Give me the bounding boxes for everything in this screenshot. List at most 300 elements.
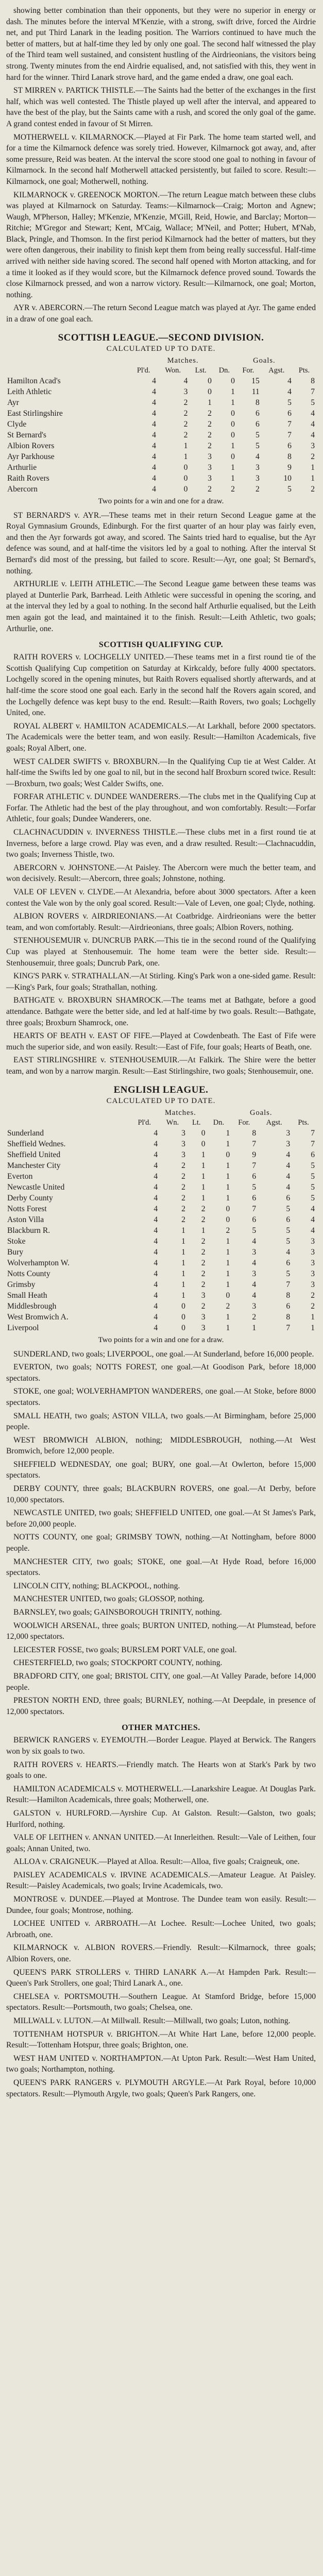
stat-cell: 1 xyxy=(252,1324,257,1333)
stat-cell: 1 xyxy=(226,1161,230,1171)
stat-cell: 4 xyxy=(311,420,315,429)
report-paragraph: NOTTS COUNTY, one goal; GRIMSBY TOWN, nothing.—At Nottingham, before 8000 people. xyxy=(6,1533,316,1553)
stat-cell: 3 xyxy=(208,452,212,462)
table-row xyxy=(6,1236,316,1247)
stat-cell: 0 xyxy=(226,1215,230,1225)
stat-cell: 4 xyxy=(252,1280,257,1290)
stat-cell: 5 xyxy=(252,1183,257,1192)
stat-cell: 8 xyxy=(311,377,315,386)
column-header: Wn. xyxy=(166,1118,179,1127)
table-row xyxy=(6,484,316,495)
stat-cell: 9 xyxy=(252,1150,257,1160)
qualifying-cup-reports xyxy=(6,652,316,1077)
stat-cell: 0 xyxy=(183,474,188,483)
stat-cell: 6 xyxy=(252,1194,257,1203)
stat-cell: 4 xyxy=(154,1215,158,1225)
table-row xyxy=(6,376,316,387)
english-league-heading: ENGLISH LEAGUE. xyxy=(113,1084,209,1095)
stat-cell: 7 xyxy=(287,431,292,440)
stat-cell: 2 xyxy=(181,1183,185,1192)
stat-cell: 0 xyxy=(181,1302,185,1311)
table-row xyxy=(6,463,316,473)
team-name-cell: Albion Rovers xyxy=(7,442,55,451)
second-division-reports xyxy=(6,510,316,635)
report-paragraph: BARNSLEY, two goals; GAINSBOROUGH TRINITY, nothing. xyxy=(13,1608,222,1617)
stat-cell: 4 xyxy=(311,1215,315,1225)
stat-cell: 6 xyxy=(311,1150,315,1160)
stat-cell: 1 xyxy=(201,1226,206,1235)
stat-cell: 1 xyxy=(181,1237,185,1246)
stat-cell: 2 xyxy=(255,485,260,494)
report-paragraph: MILLWALL v. LUTON.—At Millwall. Result:—Millwall, two goals; Luton, nothing. xyxy=(13,2016,291,2025)
column-header xyxy=(6,366,130,376)
second-division-table xyxy=(6,357,316,495)
stat-cell: 3 xyxy=(181,1150,185,1160)
column-header: Dn. xyxy=(213,1118,225,1127)
report-paragraph: VALE OF LEITHEN v. ANNAN UNITED.—At Innerleithen. Result:—Vale of Leithen, four goals; Annan United, two. xyxy=(6,1833,316,1853)
stat-cell: 7 xyxy=(287,420,292,429)
stat-cell: 6 xyxy=(286,1259,291,1268)
report-paragraph: QUEEN'S PARK RANGERS v. PLYMOUTH ARGYLE.—At Park Royal, before 10,000 spectators. Result:—Plymouth Argyle, two goals; Queen's Park Rangers, one. xyxy=(6,2078,316,2098)
table-row xyxy=(6,1204,316,1215)
report-paragraph: ALBION ROVERS v. AIRDRIEONIANS.—At Coatbridge. Airdrieonians were the better team, and won comfortably. Result:—Airdrieonians, three goals; Albion Rovers, nothing. xyxy=(6,912,316,932)
column-header: Pl'd. xyxy=(137,366,150,375)
report-paragraph: GALSTON v. HURLFORD.—Ayrshire Cup. At Galston. Result:—Galston, two goals; Hurlford, nothing. xyxy=(6,1808,316,1829)
report-paragraph: ABERCORN v. JOHNSTONE.—At Paisley. The Abercorn were much the better team, and won decisively. Result:—Abercorn, three goals; Johnstone, nothing. xyxy=(6,863,316,884)
stat-cell: 1 xyxy=(183,452,188,462)
stat-cell: 1 xyxy=(226,1269,230,1279)
report-paragraph: BERWICK RANGERS v. EYEMOUTH.—Border League. Played at Berwick. The Rangers won by six goals to two. xyxy=(6,1736,316,1756)
table-group-header xyxy=(6,357,316,366)
report-paragraph: LEICESTER FOSSE, two goals; BURSLEM PORT VALE, one goal. xyxy=(13,1645,237,1654)
stat-cell: 4 xyxy=(154,1140,158,1149)
stat-cell: 0 xyxy=(181,1313,185,1322)
stat-cell: 5 xyxy=(255,442,260,451)
team-name-cell: Aston Villa xyxy=(7,1215,44,1225)
stat-cell: 8 xyxy=(286,1291,291,1300)
column-header: Won. xyxy=(165,366,181,375)
english-league-table xyxy=(6,1109,316,1334)
table-row xyxy=(6,1128,316,1139)
stat-cell: 6 xyxy=(286,1194,291,1203)
report-paragraph: CLACHNACUDDIN v. INVERNESS THISTLE.—These clubs met in a first round tie at Inverness, before a large crowd. Play was even, and a draw resulted. Result:—Clachnacuddin, two goals; Inverness Thistle, two. xyxy=(6,828,316,859)
stat-cell: 3 xyxy=(252,1302,257,1311)
stat-cell: 3 xyxy=(208,474,212,483)
stat-cell: 1 xyxy=(181,1269,185,1279)
stat-cell: 4 xyxy=(252,1237,257,1246)
stat-cell: 0 xyxy=(201,1129,206,1138)
stat-cell: 1 xyxy=(201,1172,206,1181)
table-row xyxy=(6,1215,316,1226)
stat-cell: 0 xyxy=(183,485,188,494)
stat-cell: 5 xyxy=(286,1205,291,1214)
report-paragraph: WOOLWICH ARSENAL, three goals; BURTON UNITED, nothing.—At Plumstead, before 12,000 spectators. xyxy=(6,1621,316,1641)
stat-cell: 4 xyxy=(286,1161,291,1171)
stat-cell: 0 xyxy=(226,1150,230,1160)
intro-reports xyxy=(6,5,316,325)
table-row xyxy=(6,419,316,430)
report-paragraph: MANCHESTER CITY, two goals; STOKE, one goal.—At Hyde Road, before 16,000 spectators. xyxy=(6,1557,316,1578)
stat-cell: 4 xyxy=(152,485,156,494)
table-row xyxy=(6,409,316,419)
stat-cell: 3 xyxy=(183,387,188,397)
stat-cell: 6 xyxy=(252,1172,257,1181)
stat-cell: 0 xyxy=(226,1205,230,1214)
stat-cell: 6 xyxy=(255,420,260,429)
stat-cell: 2 xyxy=(226,1226,230,1235)
stat-cell: 6 xyxy=(286,1302,291,1311)
team-name-cell: Newcastle United xyxy=(7,1183,65,1192)
report-paragraph: NEWCASTLE UNITED, two goals; SHEFFIELD UNITED, one goal.—At St James's Park, before 20,000 people. xyxy=(6,1509,316,1529)
stat-cell: 6 xyxy=(255,409,260,418)
stat-cell: 3 xyxy=(201,1291,206,1300)
stat-cell: 2 xyxy=(181,1215,185,1225)
table-row xyxy=(6,387,316,398)
stat-cell: 0 xyxy=(231,409,235,418)
stat-cell: 1 xyxy=(231,398,235,408)
stat-cell: 1 xyxy=(226,1280,230,1290)
report-paragraph: HAMILTON ACADEMICALS v. MOTHERWELL.—Lanarkshire League. At Douglas Park. Result:—Hamilton Academicals, three goals; Motherwell, one. xyxy=(6,1784,316,1805)
report-paragraph: showing better combination than their opponents, but they were no superior in energy or dash. The minutes before the interval M'Kenzie, with a strong, swift drive, forced the Airdrie net, and put Third Lanark in the leading position. The Warriors continued to have much the better of matters, but at half-time they led by only one goal. The second half witnessed the play of the Third team well sustained, and consistent hustling of the Airdrieonians, the visitors being strong. Twenty minutes from the end Airdrie equalised, and, not satisfied with this, they went in hard for the winner. Third Lanark strove hard, and the game ended a draw, one goal each. xyxy=(6,6,316,82)
table-row xyxy=(6,1150,316,1161)
stat-cell: 0 xyxy=(208,387,212,397)
team-name-cell: Sheffield Wednes. xyxy=(7,1140,66,1149)
report-paragraph: MOTHERWELL v. KILMARNOCK.—Played at Fir Park. The home team started well, and for a time the Kilmarnock defence was sorely tried. However, Kilmarnock got away, and, after some pressure, Reid was beaten. At the interval the score stood one goal to nothing in favour of Kilmarnock. In the second half Motherwell attacked persistently, but failed to score. Result:—Kilmarnock, one goal; Motherwell, nothing. xyxy=(6,132,316,186)
column-header: Pts. xyxy=(298,366,310,375)
stat-cell: 4 xyxy=(152,377,156,386)
stat-cell: 2 xyxy=(311,485,315,494)
stat-cell: 0 xyxy=(231,377,235,386)
column-header: Lt. xyxy=(192,1118,201,1127)
stat-cell: 0 xyxy=(231,420,235,429)
stat-cell: 5 xyxy=(286,1237,291,1246)
stat-cell: 4 xyxy=(154,1291,158,1300)
stat-cell: 8 xyxy=(252,1129,257,1138)
stat-cell: 7 xyxy=(311,1129,315,1138)
stat-cell: 0 xyxy=(183,463,188,472)
stat-cell: 4 xyxy=(152,387,156,397)
matches-group-label: Matches. xyxy=(164,1108,196,1117)
stat-cell: 4 xyxy=(154,1302,158,1311)
report-paragraph: WEST HAM UNITED v. NORTHAMPTON.—At Upton Park. Result:—West Ham United, two goals; Northampton, nothing. xyxy=(6,2054,316,2074)
team-name-cell: Arthurlie xyxy=(7,463,37,472)
stat-cell: 5 xyxy=(311,398,315,408)
column-header: Agst. xyxy=(266,1118,282,1127)
stat-cell: 1 xyxy=(208,398,212,408)
report-paragraph: KILMARNOCK v. GREENOCK MORTON.—The return League match between these clubs was played at Kilmarnock on Saturday. Teams:—Kilmarnock—Craig; Morton and Agnew; Waugh, M'Pherson, Halley; M'Kenzie, M'Kenzie, M'Gill, Reid, Howie, and Barclay; Morton—Ritchie; M'Gregor and Stewart; Kent, M'Caig, Wallace; M'Neil, and Potter; Hubert, M'Nab, Black, Pringle, and Thomson. In the first period Kilmarnock had the better of matters, but they were often dangerous, their inability to finish kept them from being really successful. Half-time arrived with neither side having scored. The second half opened with Morton attacking, and for a time it looked as if they would score, but the Kilmarnock defence proved sound. Towards the close Kilmarnock pressed, and won a narrow victory. Result:—Kilmarnock, one goal; Morton, nothing. xyxy=(6,190,316,299)
stat-cell: 4 xyxy=(152,474,156,483)
stat-cell: 3 xyxy=(286,1140,291,1149)
stat-cell: 2 xyxy=(183,398,188,408)
stat-cell: 4 xyxy=(183,377,188,386)
report-paragraph: RAITH ROVERS v. LOCHGELLY UNITED.—These teams met in a first round tie of the Scottish Qualifying Cup competition on Saturday at Kirkcaldy, before fully 4000 spectators. Lochgelly scored in the opening minutes, but Raith Rovers equalised shortly afterwards, and at half-time the score stood one goal each. Early in the second half the Rovers again scored, and the Lochgelly defence was kept busy to the end. Result:—Raith Rovers, two goals; Lochgelly United, one. xyxy=(6,653,316,718)
stat-cell: 7 xyxy=(252,1205,257,1214)
report-paragraph: MANCHESTER UNITED, two goals; GLOSSOP, nothing. xyxy=(13,1595,205,1604)
table-row xyxy=(6,1312,316,1323)
report-paragraph: KING'S PARK v. STRATHALLAN.—At Stirling. King's Park won a one-sided game. Result:—King's Park, four goals; Strathallan, nothing. xyxy=(6,972,316,992)
stat-cell: 7 xyxy=(252,1140,257,1149)
stat-cell: 4 xyxy=(286,1150,291,1160)
stat-cell: 0 xyxy=(231,452,235,462)
stat-cell: 2 xyxy=(183,409,188,418)
table-row xyxy=(6,473,316,484)
stat-cell: 2 xyxy=(181,1205,185,1214)
stat-cell: 4 xyxy=(154,1183,158,1192)
column-header: For. xyxy=(238,1118,250,1127)
team-name-cell: Wolverhampton W. xyxy=(7,1259,70,1268)
table-row xyxy=(6,1269,316,1280)
report-paragraph: LINCOLN CITY, nothing; BLACKPOOL, nothing. xyxy=(13,1581,180,1590)
stat-cell: 2 xyxy=(252,1313,257,1322)
stat-cell: 2 xyxy=(183,420,188,429)
column-header xyxy=(6,1118,130,1128)
second-league-results xyxy=(6,1581,316,1718)
stat-cell: 4 xyxy=(154,1150,158,1160)
report-paragraph: EVERTON, two goals; NOTTS FOREST, one goal.—At Goodison Park, before 18,000 spectators. xyxy=(6,1363,316,1383)
report-paragraph: SMALL HEATH, two goals; ASTON VILLA, two goals.—At Birmingham, before 25,000 people. xyxy=(6,1411,316,1432)
stat-cell: 1 xyxy=(231,463,235,472)
stat-cell: 2 xyxy=(208,409,212,418)
team-name-cell: Notts County xyxy=(7,1269,50,1279)
stat-cell: 4 xyxy=(154,1194,158,1203)
stat-cell: 1 xyxy=(226,1259,230,1268)
table-row xyxy=(6,1247,316,1258)
report-paragraph: ST BERNARD'S v. AYR.—These teams met in their return Second League game at the Royal Gymnasium Grounds, Edinburgh. For the first quarter of an hour play was fairly even, and then the Ayr forwards got away, and scored. The Saints tried hard to equalise, but the Ayr defence was sound, and at half-time the visitors led by a goal to nothing. After the interval St Bernard's did most of the pressing, but failed to score. Result:—Ayr, one goal; St Bernard's, nothing. xyxy=(6,511,316,575)
stat-cell: 2 xyxy=(183,431,188,440)
table-row xyxy=(6,1172,316,1182)
report-paragraph: ROYAL ALBERT v. HAMILTON ACADEMICALS.—At Larkhall, before 2000 spectators. The Academicals were the better team, and won easily. Result:—Hamilton Academicals, five goals; Royal Albert, one. xyxy=(6,721,316,753)
team-name-cell: St Bernard's xyxy=(7,431,47,440)
stat-cell: 4 xyxy=(152,420,156,429)
report-paragraph: TOTTENHAM HOTSPUR v. BRIGHTON.—At White Hart Lane, before 12,000 people. Result:—Tottenham Hotspur, three goals; Brighton, one. xyxy=(6,2029,316,2050)
report-paragraph: ARTHURLIE v. LEITH ATHLETIC.—The Second League game between these teams was played at Dunterlie Park, Barrhead. Leith Athletic were successful in opening the scoring, and at the interval they led by a goal to nothing. In the second half Arthurlie equalised, but the Leith men again got the lead, and maintained it to the finish. Result:—Leith Athletic, two goals; Arthurlie, one. xyxy=(6,580,316,633)
report-paragraph: FORFAR ATHLETIC v. DUNDEE WANDERERS.—The clubs met in the Qualifying Cup at Forfar. The Athletic had the best of the play throughout, and won comfortably. Result:—Forfar Athletic, four goals; Dundee Wanderers, one. xyxy=(6,792,316,824)
stat-cell: 0 xyxy=(181,1324,185,1333)
report-paragraph: SHEFFIELD WEDNESDAY, one goal; BURY, one goal.—At Owlerton, before 15,000 spectators. xyxy=(6,1460,316,1480)
stat-cell: 1 xyxy=(226,1324,230,1333)
second-division-rows xyxy=(6,376,316,495)
stat-cell: 4 xyxy=(152,409,156,418)
stat-cell: 7 xyxy=(311,387,315,397)
stat-cell: 1 xyxy=(181,1226,185,1235)
team-name-cell: Abercorn xyxy=(7,485,38,494)
stat-cell: 5 xyxy=(311,1183,315,1192)
stat-cell: 4 xyxy=(252,1259,257,1268)
stat-cell: 7 xyxy=(252,1161,257,1171)
team-name-cell: East Stirlingshire xyxy=(7,409,63,418)
stat-cell: 5 xyxy=(311,1194,315,1203)
report-paragraph: MONTROSE v. DUNDEE.—Played at Montrose. The Dundee team won easily. Result:—Dundee, four goals; Montrose, nothing. xyxy=(6,1895,316,1915)
column-header: Lst. xyxy=(195,366,207,375)
stat-cell: 8 xyxy=(255,398,260,408)
stat-cell: 1 xyxy=(226,1194,230,1203)
team-name-cell: Derby County xyxy=(7,1194,53,1203)
team-name-cell: Ayr xyxy=(7,398,19,408)
stat-cell: 1 xyxy=(226,1237,230,1246)
stat-cell: 4 xyxy=(154,1237,158,1246)
stat-cell: 5 xyxy=(311,1172,315,1181)
team-name-cell: Blackburn R. xyxy=(7,1226,50,1235)
stat-cell: 3 xyxy=(311,1259,315,1268)
stat-cell: 3 xyxy=(252,1248,257,1257)
qualifying-cup-heading: SCOTTISH QUALIFYING CUP. xyxy=(98,640,224,650)
stat-cell: 2 xyxy=(201,1237,206,1246)
stat-cell: 1 xyxy=(226,1129,230,1138)
stat-cell: 0 xyxy=(201,1140,206,1149)
stat-cell: 1 xyxy=(181,1259,185,1268)
team-name-cell: Liverpool xyxy=(7,1324,39,1333)
stat-cell: 6 xyxy=(252,1215,257,1225)
report-paragraph: RAITH ROVERS v. HEARTS.—Friendly match. The Hearts won at Stark's Park by two goals to one. xyxy=(6,1760,316,1781)
stat-cell: 4 xyxy=(152,452,156,462)
stat-cell: 4 xyxy=(311,431,315,440)
report-paragraph: WEST BROMWICH ALBION, nothing; MIDDLESBROUGH, nothing.—At West Bromwich, before 12,000 people. xyxy=(6,1435,316,1456)
english-league-rows xyxy=(6,1128,316,1334)
table-row xyxy=(6,398,316,409)
stat-cell: 3 xyxy=(252,1269,257,1279)
stat-cell: 4 xyxy=(154,1172,158,1181)
report-paragraph: ALLOA v. CRAIGNEUK.—Played at Alloa. Result:—Alloa, five goals; Craigneuk, one. xyxy=(13,1857,300,1867)
stat-cell: 6 xyxy=(287,442,292,451)
stat-cell: 3 xyxy=(311,1248,315,1257)
stat-cell: 4 xyxy=(255,452,260,462)
stat-cell: 11 xyxy=(251,387,260,397)
stat-cell: 4 xyxy=(152,431,156,440)
points-note: Two points for a win and one for a draw. xyxy=(98,1335,224,1344)
column-header: Dn. xyxy=(218,366,230,375)
stat-cell: 4 xyxy=(287,377,292,386)
stat-cell: 3 xyxy=(311,1280,315,1290)
stat-cell: 4 xyxy=(154,1259,158,1268)
stat-cell: 2 xyxy=(201,1280,206,1290)
stat-cell: 1 xyxy=(311,1313,315,1322)
stat-cell: 2 xyxy=(208,431,212,440)
table-column-header xyxy=(6,1118,316,1128)
stat-cell: 1 xyxy=(181,1248,185,1257)
stat-cell: 5 xyxy=(255,431,260,440)
column-header: Pts. xyxy=(298,1118,309,1127)
stat-cell: 8 xyxy=(286,1313,291,1322)
table-column-header xyxy=(6,366,316,376)
stat-cell: 15 xyxy=(251,377,260,386)
stat-cell: 1 xyxy=(226,1313,230,1322)
stat-cell: 4 xyxy=(154,1248,158,1257)
stat-cell: 4 xyxy=(152,463,156,472)
report-paragraph: AYR v. ABERCORN.—The return Second League match was played at Ayr. The game ended in a draw of one goal each. xyxy=(6,303,316,324)
english-results xyxy=(6,1349,316,1579)
stat-cell: 2 xyxy=(201,1269,206,1279)
column-header: Agst. xyxy=(268,366,285,375)
stat-cell: 1 xyxy=(181,1291,185,1300)
table-row xyxy=(6,1280,316,1291)
stat-cell: 5 xyxy=(286,1226,291,1235)
team-name-cell: Sheffield United xyxy=(7,1150,61,1160)
second-division-heading: SCOTTISH LEAGUE.—SECOND DIVISION. xyxy=(58,332,264,343)
matches-group-label: Matches. xyxy=(167,356,199,365)
stat-cell: 5 xyxy=(311,1161,315,1171)
table-row xyxy=(6,1161,316,1172)
team-name-cell: West Bromwich A. xyxy=(7,1313,69,1322)
stat-cell: 1 xyxy=(181,1280,185,1290)
stat-cell: 4 xyxy=(154,1280,158,1290)
stat-cell: 1 xyxy=(311,1324,315,1333)
stat-cell: 2 xyxy=(231,485,235,494)
team-name-cell: Small Heath xyxy=(7,1291,47,1300)
table-row xyxy=(6,1226,316,1236)
stat-cell: 1 xyxy=(226,1183,230,1192)
stat-cell: 7 xyxy=(286,1280,291,1290)
stat-cell: 4 xyxy=(154,1205,158,1214)
team-name-cell: Ayr Parkhouse xyxy=(7,452,55,462)
report-paragraph: STOKE, one goal; WOLVERHAMPTON WANDERERS, one goal.—At Stoke, before 8000 spectators. xyxy=(6,1387,316,1407)
team-name-cell: Sunderland xyxy=(7,1129,44,1138)
stat-cell: 2 xyxy=(181,1172,185,1181)
table-row xyxy=(6,1291,316,1301)
stat-cell: 7 xyxy=(286,1324,291,1333)
stat-cell: 1 xyxy=(226,1248,230,1257)
stat-cell: 2 xyxy=(208,442,212,451)
stat-cell: 2 xyxy=(181,1161,185,1171)
other-matches-reports xyxy=(6,1735,316,2099)
stat-cell: 3 xyxy=(255,463,260,472)
stat-cell: 3 xyxy=(201,1313,206,1322)
stat-cell: 3 xyxy=(311,1237,315,1246)
stat-cell: 3 xyxy=(286,1129,291,1138)
report-paragraph: HEARTS OF BEATH v. EAST OF FIFE.—Played at Cowdenbeath. The East of Fife were much the superior side, and won easily. Result:—East of Fife, four goals; Hearts of Beath, one. xyxy=(6,1031,316,1052)
report-paragraph: BRADFORD CITY, one goal; BRISTOL CITY, one goal.—At Valley Parade, before 14,000 people. xyxy=(6,1671,316,1692)
stat-cell: 3 xyxy=(255,474,260,483)
report-paragraph: PAISLEY ACADEMICALS v. IRVINE ACADEMICALS.—Amateur League. At Paisley. Result:—Paisley Academicals, two goals; Irvine Academicals, two. xyxy=(6,1870,316,1891)
report-paragraph: EAST STIRLINGSHIRE v. STENHOUSEMUIR.—At Falkirk. The Shire were the better team, and won by a narrow margin. Result:—East Stirlingshire, two goals; Stenhousemuir, one. xyxy=(6,1056,316,1076)
stat-cell: 0 xyxy=(226,1291,230,1300)
stat-cell: 2 xyxy=(201,1205,206,1214)
table-row xyxy=(6,441,316,452)
goals-group-label: Goals. xyxy=(250,1108,273,1117)
points-note: Two points for a win and one for a draw. xyxy=(98,497,224,505)
report-paragraph: CHESTERFIELD, two goals; STOCKPORT COUNTY, nothing. xyxy=(13,1658,223,1668)
stat-cell: 2 xyxy=(201,1248,206,1257)
team-name-cell: Clyde xyxy=(7,420,27,429)
stat-cell: 1 xyxy=(231,474,235,483)
team-name-cell: Raith Rovers xyxy=(7,474,49,483)
stat-cell: 4 xyxy=(286,1183,291,1192)
table-group-header xyxy=(6,1109,316,1118)
stat-cell: 1 xyxy=(226,1172,230,1181)
stat-cell: 2 xyxy=(311,1302,315,1311)
stat-cell: 4 xyxy=(311,409,315,418)
table-row xyxy=(6,1301,316,1312)
stat-cell: 1 xyxy=(231,442,235,451)
stat-cell: 1 xyxy=(201,1150,206,1160)
team-name-cell: Manchester City xyxy=(7,1161,61,1171)
table-row xyxy=(6,1182,316,1193)
stat-cell: 5 xyxy=(286,1269,291,1279)
stat-cell: 3 xyxy=(181,1129,185,1138)
report-paragraph: QUEEN'S PARK STROLLERS v. THIRD LANARK A.—At Hampden Park. Result:—Queen's Park Strollers, one goal; Third Lanark A., one. xyxy=(6,1968,316,1988)
stat-cell: 1 xyxy=(201,1161,206,1171)
stat-cell: 2 xyxy=(201,1215,206,1225)
stat-cell: 2 xyxy=(181,1194,185,1203)
stat-cell: 4 xyxy=(311,1205,315,1214)
other-matches-heading: OTHER MATCHES. xyxy=(122,1723,200,1733)
report-paragraph: STENHOUSEMUIR v. DUNCRUB PARK.—This tie in the second round of the Qualifying Cup was played at Stenhousemuir. The home team were the better side. Result:—Stenhousemuir, three goals; Duncrub Park, one. xyxy=(6,936,316,968)
stat-cell: 4 xyxy=(152,398,156,408)
team-name-cell: Middlesbrough xyxy=(7,1302,57,1311)
stat-cell: 4 xyxy=(311,1226,315,1235)
stat-cell: 1 xyxy=(311,474,315,483)
stat-cell: 3 xyxy=(201,1324,206,1333)
table-row xyxy=(6,452,316,463)
